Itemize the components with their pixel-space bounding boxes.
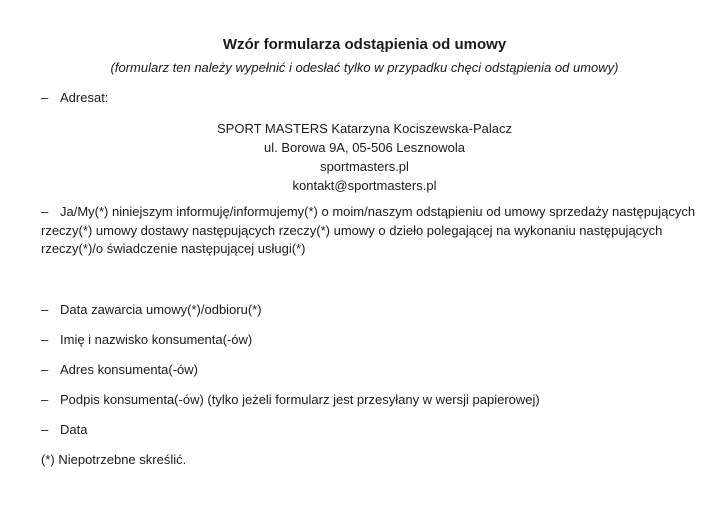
document-subtitle: (formularz ten należy wypełnić i odesłać tylko w przypadku chęci odstąpienia od umowy) (110, 60, 619, 75)
item-consumer-signature-label: Podpis konsumenta(-ów) (tylko jeżeli formularz jest przesyłany w wersji papierowej) (60, 392, 540, 407)
item-date (41, 421, 688, 440)
dash-bullet: – (41, 204, 49, 219)
item-consumer-signature (41, 391, 688, 410)
item-consumer-name (41, 331, 688, 350)
dash-bullet: – (41, 422, 49, 437)
document-title: Wzór formularza odstąpienia od umowy (222, 36, 507, 53)
declaration-line-1 (41, 203, 696, 222)
declaration-line-3: rzeczy(*)/o świadczenie następującej usługi(*) (41, 241, 306, 256)
dash-bullet: – (41, 392, 49, 407)
recipient-website: sportmasters.pl (320, 159, 409, 174)
item-contract-date-label: Data zawarcia umowy(*)/odbioru(*) (60, 302, 262, 317)
dash-bullet: – (41, 302, 49, 317)
declaration-text-1: Ja/My(*) niniejszym informuję/informujemy(*) o moim/naszym odstąpieniu od umowy sprzedaży następujących (60, 204, 696, 219)
recipient-name: SPORT MASTERS Katarzyna Kociszewska-Palacz (216, 121, 512, 136)
footnote: (*) Niepotrzebne skreślić. (41, 451, 187, 467)
item-consumer-name-label: Imię i nazwisko konsumenta(-ów) (60, 332, 253, 347)
item-consumer-address (41, 361, 688, 380)
dash-bullet: – (41, 332, 49, 347)
item-date-label: Data (60, 422, 88, 437)
addressee-item (41, 89, 688, 108)
declaration-line-2: rzeczy(*) umowy dostawy następujących rzeczy(*) umowy o dzieło polegającej na wykonaniu następujących (41, 222, 663, 238)
item-contract-date (41, 301, 688, 320)
item-consumer-address-label: Adres konsumenta(-ów) (60, 362, 198, 377)
dash-bullet: – (41, 90, 49, 105)
declaration-paragraph (41, 203, 696, 259)
recipient-address-block (41, 119, 688, 195)
dash-bullet: – (41, 362, 49, 377)
recipient-street-address: ul. Borowa 9A, 05-506 Lesznowola (264, 140, 465, 155)
addressee-label: Adresat: (60, 90, 109, 105)
recipient-email: kontakt@sportmasters.pl (292, 178, 437, 193)
